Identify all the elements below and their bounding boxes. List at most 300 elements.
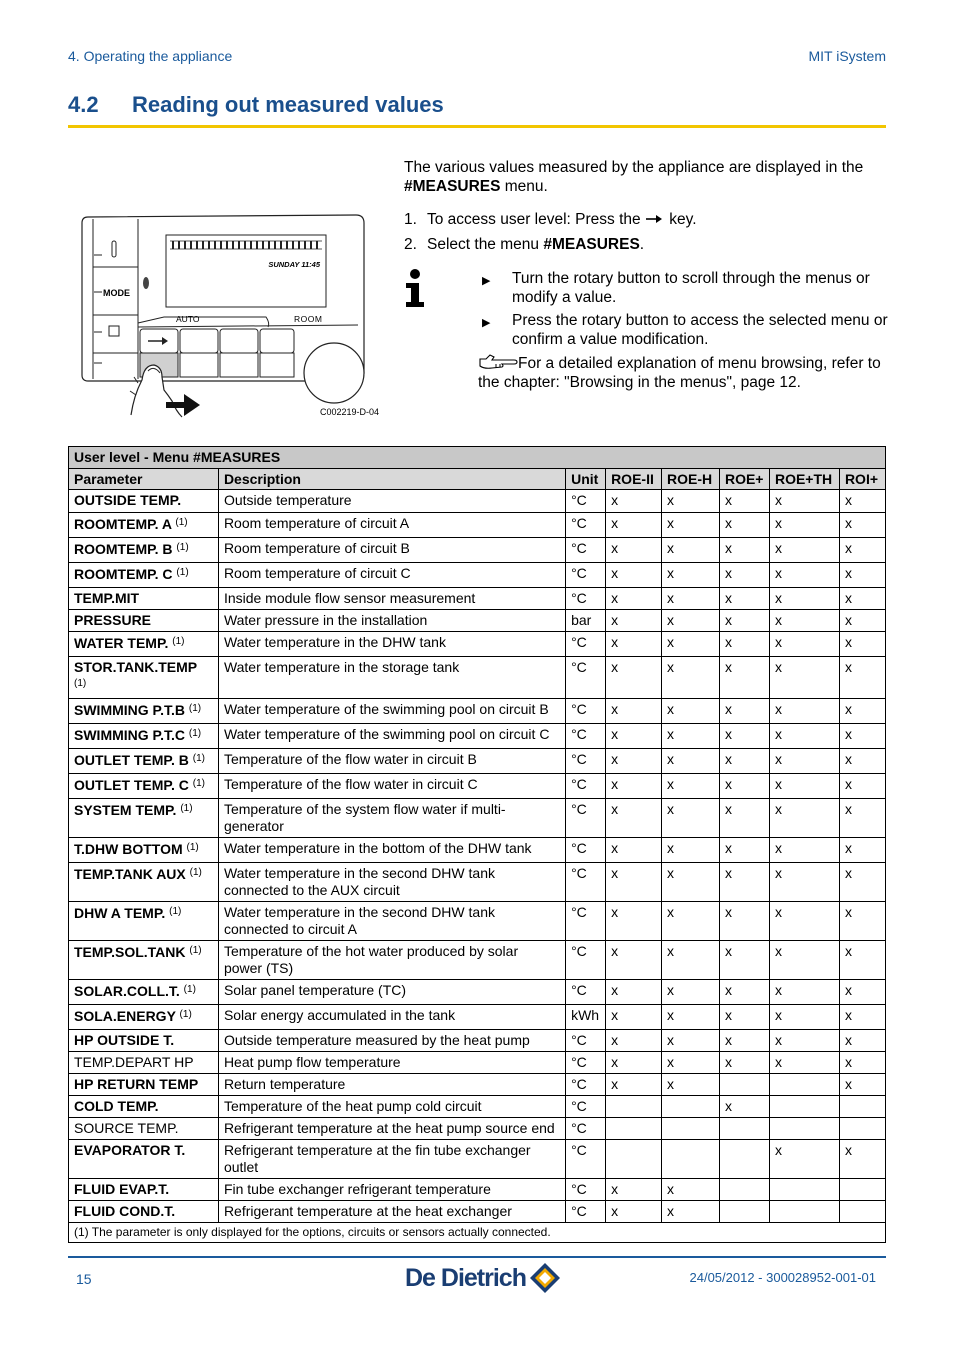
description-cell: Solar energy accumulated in the tank [218, 1005, 565, 1030]
parameter-name: SWIMMING P.T.B [74, 702, 185, 718]
table-footnote-row [69, 1223, 886, 1243]
availability-cell: x [662, 563, 720, 588]
availability-cell: x [662, 1074, 720, 1096]
bullet-text: Turn the rotary button to scroll through the menus or modify a value. [512, 270, 870, 306]
unit-cell: °C [566, 980, 606, 1005]
availability-cell [839, 1179, 885, 1201]
table-row [69, 610, 886, 632]
availability-cell: x [719, 657, 769, 699]
parameter-cell [69, 799, 219, 838]
step-number: 2. [404, 236, 417, 254]
availability-cell: x [769, 774, 839, 799]
table-section-row [69, 447, 886, 469]
table-row [69, 513, 886, 538]
step-text [427, 232, 644, 257]
table-row [69, 1118, 886, 1140]
availability-cell [606, 1118, 662, 1140]
availability-cell: x [606, 941, 662, 980]
parameter-name: COLD TEMP. [74, 1098, 159, 1114]
availability-cell: x [662, 1201, 720, 1223]
availability-cell: x [839, 1140, 885, 1179]
unit-cell: °C [566, 632, 606, 657]
unit-cell: °C [566, 657, 606, 699]
unit-cell: °C [566, 1201, 606, 1223]
table-row [69, 799, 886, 838]
availability-cell: x [662, 490, 720, 513]
table-row [69, 724, 886, 749]
description-cell: Room temperature of circuit C [218, 563, 565, 588]
display-auto: AUTO [176, 314, 200, 324]
availability-cell [719, 1179, 769, 1201]
parameter-cell [69, 1005, 219, 1030]
unit-cell: °C [566, 1118, 606, 1140]
description-cell: Water temperature in the second DHW tank connected to the AUX circuit [218, 863, 565, 902]
column-header: Parameter [69, 468, 219, 490]
description-cell: Fin tube exchanger refrigerant temperature [218, 1179, 565, 1201]
availability-cell: x [839, 774, 885, 799]
parameter-cell [69, 1030, 219, 1052]
availability-cell: x [769, 588, 839, 610]
table-row [69, 1030, 886, 1052]
header-chapter: 4. Operating the appliance [68, 48, 233, 64]
availability-cell: x [719, 632, 769, 657]
parameter-name: SWIMMING P.T.C [74, 727, 185, 743]
column-header: ROE-H [662, 468, 720, 490]
footnote-marker: (1) [189, 867, 202, 878]
footnote-marker: (1) [183, 984, 196, 995]
description-cell: Refrigerant temperature at the heat pump source end [218, 1118, 565, 1140]
parameter-cell [69, 513, 219, 538]
step-text [427, 207, 697, 232]
parameter-name: ROOMTEMP. C [74, 566, 173, 582]
availability-cell: x [662, 941, 720, 980]
availability-cell: x [839, 902, 885, 941]
section-number: 4.2 [68, 92, 99, 117]
availability-cell: x [606, 1030, 662, 1052]
availability-cell: x [662, 588, 720, 610]
parameter-name: TEMP.DEPART HP [74, 1054, 194, 1070]
display-time: SUNDAY 11:45 [268, 260, 320, 269]
availability-cell [662, 1118, 720, 1140]
unit-cell: °C [566, 1179, 606, 1201]
table-row [69, 538, 886, 563]
document-reference: 24/05/2012 - 300028952-001-01 [689, 1270, 876, 1285]
bullet-text: Press the rotary button to access the selected menu or confirm a value modification. [512, 312, 888, 348]
availability-cell: x [606, 538, 662, 563]
availability-cell: x [769, 610, 839, 632]
parameter-cell [69, 490, 219, 513]
step-menu-name: #MEASURES [543, 236, 640, 254]
unit-cell: °C [566, 838, 606, 863]
availability-cell: x [662, 699, 720, 724]
availability-cell: x [662, 1030, 720, 1052]
description-cell: Temperature of the hot water produced by solar power (TS) [218, 941, 565, 980]
availability-cell: x [769, 1030, 839, 1052]
availability-cell: x [719, 1096, 769, 1118]
parameter-name: T.DHW BOTTOM [74, 841, 183, 857]
availability-cell: x [769, 1140, 839, 1179]
availability-cell: x [606, 1179, 662, 1201]
description-cell: Solar panel temperature (TC) [218, 980, 565, 1005]
column-header: ROE-II [606, 468, 662, 490]
parameter-cell [69, 1052, 219, 1074]
unit-cell: °C [566, 563, 606, 588]
step-item [404, 232, 888, 257]
table-header-row [69, 468, 886, 490]
availability-cell: x [662, 749, 720, 774]
step-number: 1. [404, 211, 417, 228]
availability-cell: x [606, 1052, 662, 1074]
bullet-triangle-icon: ▶ [482, 317, 491, 329]
display-room: ROOM [294, 314, 323, 324]
info-icon [402, 268, 428, 308]
parameter-name: STOR.TANK.TEMP [74, 659, 198, 675]
description-cell: Return temperature [218, 1074, 565, 1096]
table-row [69, 941, 886, 980]
availability-cell: x [839, 980, 885, 1005]
table-row [69, 980, 886, 1005]
unit-cell: °C [566, 513, 606, 538]
unit-cell: °C [566, 1074, 606, 1096]
availability-cell: x [839, 1074, 885, 1096]
column-header: ROI+ [839, 468, 885, 490]
availability-cell: x [606, 980, 662, 1005]
unit-cell: °C [566, 799, 606, 838]
availability-cell: x [606, 563, 662, 588]
column-header: Unit [566, 468, 606, 490]
control-panel-drawing [76, 205, 406, 430]
parameter-cell [69, 941, 219, 980]
availability-cell [769, 1201, 839, 1223]
table-row [69, 1052, 886, 1074]
footnote-marker: (1) [179, 1009, 192, 1020]
parameter-name: HP OUTSIDE T. [74, 1032, 175, 1048]
availability-cell: x [719, 902, 769, 941]
availability-cell: x [719, 1005, 769, 1030]
availability-cell: x [769, 863, 839, 902]
availability-cell: x [769, 1052, 839, 1074]
column-header: Description [218, 468, 565, 490]
availability-cell: x [719, 513, 769, 538]
availability-cell: x [719, 1030, 769, 1052]
availability-cell: x [839, 1030, 885, 1052]
availability-cell: x [606, 1005, 662, 1030]
unit-cell: °C [566, 774, 606, 799]
bullet-item [478, 311, 888, 349]
description-cell: Temperature of the system flow water if multi-generator [218, 799, 565, 838]
availability-cell: x [606, 490, 662, 513]
table-row [69, 1140, 886, 1179]
availability-cell [839, 1096, 885, 1118]
availability-cell: x [769, 513, 839, 538]
availability-cell: x [839, 490, 885, 513]
control-panel-illustration [76, 205, 406, 430]
table-row [69, 863, 886, 902]
bullet-item [478, 269, 888, 307]
availability-cell: x [839, 1052, 885, 1074]
footnote-marker: (1) [189, 945, 202, 956]
availability-cell: x [606, 632, 662, 657]
description-cell: Water temperature of the swimming pool on circuit B [218, 699, 565, 724]
availability-cell: x [606, 774, 662, 799]
table-row [69, 749, 886, 774]
description-cell: Inside module flow sensor measurement [218, 588, 565, 610]
table-row [69, 1179, 886, 1201]
step-text-part: key. [664, 211, 697, 228]
table-row [69, 902, 886, 941]
unit-cell: °C [566, 749, 606, 774]
footnote-marker: (1) [172, 636, 185, 647]
availability-cell: x [719, 838, 769, 863]
parameter-cell [69, 724, 219, 749]
availability-cell: x [606, 699, 662, 724]
availability-cell: x [719, 1052, 769, 1074]
measures-table [68, 446, 886, 1243]
availability-cell: x [839, 610, 885, 632]
parameter-name: TEMP.TANK AUX [74, 866, 186, 882]
availability-cell: x [662, 657, 720, 699]
parameter-cell [69, 838, 219, 863]
availability-cell: x [839, 838, 885, 863]
step-item [404, 207, 888, 232]
availability-cell: x [662, 902, 720, 941]
parameter-name: SYSTEM TEMP. [74, 802, 177, 818]
pointing-hand-icon [478, 353, 518, 371]
parameter-name: WATER TEMP. [74, 635, 169, 651]
availability-cell [769, 1179, 839, 1201]
parameter-name: OUTSIDE TEMP. [74, 492, 182, 508]
availability-cell: x [839, 699, 885, 724]
availability-cell: x [662, 799, 720, 838]
unit-cell: °C [566, 902, 606, 941]
parameter-cell [69, 902, 219, 941]
availability-cell [606, 1140, 662, 1179]
parameter-cell [69, 588, 219, 610]
section-title: Reading out measured values [132, 92, 444, 117]
availability-cell: x [769, 538, 839, 563]
description-cell: Water temperature of the swimming pool on circuit C [218, 724, 565, 749]
unit-cell: °C [566, 1030, 606, 1052]
description-cell: Water temperature in the storage tank [218, 657, 565, 699]
availability-cell [719, 1201, 769, 1223]
availability-cell: x [662, 632, 720, 657]
figure-caption: C002219-D-04 [320, 407, 380, 417]
availability-cell [769, 1096, 839, 1118]
availability-cell: x [839, 749, 885, 774]
availability-cell: x [769, 980, 839, 1005]
availability-cell: x [606, 724, 662, 749]
description-cell: Heat pump flow temperature [218, 1052, 565, 1074]
availability-cell [662, 1140, 720, 1179]
availability-cell: x [606, 1074, 662, 1096]
note-text: For a detailed explanation of menu browsing, refer to the chapter: "Browsing in the menus", page 12. [478, 355, 881, 391]
availability-cell: x [769, 749, 839, 774]
availability-cell: x [839, 588, 885, 610]
availability-cell: x [839, 657, 885, 699]
availability-cell: x [769, 657, 839, 699]
availability-cell: x [662, 724, 720, 749]
table-row [69, 490, 886, 513]
parameter-name: TEMP.MIT [74, 590, 140, 606]
availability-cell: x [606, 1201, 662, 1223]
availability-cell: x [839, 799, 885, 838]
availability-cell: x [606, 902, 662, 941]
availability-cell: x [719, 699, 769, 724]
availability-cell: x [606, 588, 662, 610]
availability-cell: x [769, 902, 839, 941]
description-cell: Water temperature in the DHW tank [218, 632, 565, 657]
unit-cell: °C [566, 941, 606, 980]
section-heading [68, 88, 886, 128]
footnote-marker: (1) [169, 906, 182, 917]
parameter-cell [69, 610, 219, 632]
steps-list [404, 207, 888, 257]
parameter-cell [69, 1118, 219, 1140]
unit-cell: °C [566, 724, 606, 749]
availability-cell: x [839, 863, 885, 902]
step-text-part: . [639, 236, 645, 254]
parameter-name: EVAPORATOR T. [74, 1142, 186, 1158]
availability-cell [769, 1074, 839, 1096]
availability-cell: x [662, 610, 720, 632]
arrow-key-icon [645, 207, 665, 232]
unit-cell: °C [566, 490, 606, 513]
table-section-title: User level - Menu #MEASURES [69, 447, 886, 469]
parameter-cell [69, 980, 219, 1005]
parameter-cell [69, 563, 219, 588]
footnote-marker: (1) [176, 567, 189, 578]
mode-key-label: MODE [103, 288, 130, 298]
availability-cell [606, 1096, 662, 1118]
footer-rule [68, 1256, 886, 1258]
availability-cell: x [769, 563, 839, 588]
availability-cell: x [839, 513, 885, 538]
availability-cell: x [719, 774, 769, 799]
availability-cell: x [719, 538, 769, 563]
table-row [69, 1096, 886, 1118]
availability-cell: x [769, 724, 839, 749]
unit-cell: °C [566, 1052, 606, 1074]
table-row [69, 657, 886, 699]
availability-cell [662, 1096, 720, 1118]
availability-cell: x [719, 980, 769, 1005]
step-text-part: Select the menu [427, 236, 544, 254]
table-row [69, 588, 886, 610]
availability-cell: x [769, 699, 839, 724]
footnote-marker: (1) [186, 842, 199, 853]
footnote-marker: (1) [74, 677, 87, 689]
parameter-name: OUTLET TEMP. C [74, 777, 189, 793]
availability-cell: x [662, 980, 720, 1005]
brand-name: De Dietrich [405, 1263, 526, 1292]
availability-cell [719, 1118, 769, 1140]
footnote-marker: (1) [188, 703, 202, 714]
availability-cell: x [719, 799, 769, 838]
parameter-name: DHW A TEMP. [74, 905, 166, 921]
footnote-marker: (1) [180, 803, 193, 814]
unit-cell: kWh [566, 1005, 606, 1030]
description-cell: Water pressure in the installation [218, 610, 565, 632]
parameter-cell [69, 1179, 219, 1201]
unit-cell: °C [566, 863, 606, 902]
availability-cell: x [662, 838, 720, 863]
column-header: ROE+ [719, 468, 769, 490]
parameter-cell [69, 1074, 219, 1096]
description-cell: Temperature of the heat pump cold circuit [218, 1096, 565, 1118]
footnote-marker: (1) [188, 728, 202, 739]
parameter-cell [69, 1096, 219, 1118]
availability-cell: x [769, 490, 839, 513]
description-cell: Room temperature of circuit B [218, 538, 565, 563]
availability-cell: x [839, 1005, 885, 1030]
availability-cell: x [839, 724, 885, 749]
availability-cell: x [606, 513, 662, 538]
parameter-name: ROOMTEMP. B [74, 541, 173, 557]
parameter-name: HP RETURN TEMP [74, 1076, 199, 1092]
parameter-name: ROOMTEMP. A [74, 516, 172, 532]
table-footnote: (1) The parameter is only displayed for the options, circuits or sensors actually connected. [69, 1223, 886, 1243]
bullet-triangle-icon: ▶ [482, 275, 491, 287]
parameter-cell [69, 1140, 219, 1179]
description-cell: Refrigerant temperature at the heat exchanger [218, 1201, 565, 1223]
footnote-marker: (1) [176, 542, 189, 553]
description-cell: Temperature of the flow water in circuit B [218, 749, 565, 774]
availability-cell: x [662, 774, 720, 799]
availability-cell: x [719, 588, 769, 610]
availability-cell: x [606, 610, 662, 632]
availability-cell: x [769, 799, 839, 838]
table-row [69, 563, 886, 588]
availability-cell: x [719, 610, 769, 632]
availability-cell: x [662, 538, 720, 563]
step-text-part: To access user level: Press the [427, 211, 645, 228]
unit-cell: °C [566, 588, 606, 610]
availability-cell [719, 1074, 769, 1096]
availability-cell: x [606, 838, 662, 863]
parameter-cell [69, 863, 219, 902]
parameter-cell [69, 538, 219, 563]
availability-cell: x [769, 941, 839, 980]
description-cell: Room temperature of circuit A [218, 513, 565, 538]
table-row [69, 1074, 886, 1096]
parameter-name: FLUID COND.T. [74, 1203, 176, 1219]
table-row [69, 632, 886, 657]
parameter-name: SOURCE TEMP. [74, 1120, 179, 1136]
column-header: ROE+TH [769, 468, 839, 490]
parameter-name: SOLA.ENERGY [74, 1008, 176, 1024]
parameter-name: FLUID EVAP.T. [74, 1181, 170, 1197]
parameter-cell [69, 774, 219, 799]
intro-text: The various values measured by the appliance are displayed in the [404, 159, 864, 176]
availability-cell: x [719, 724, 769, 749]
availability-cell: x [606, 799, 662, 838]
parameter-cell [69, 657, 219, 699]
description-cell: Refrigerant temperature at the fin tube exchanger outlet [218, 1140, 565, 1179]
availability-cell [769, 1118, 839, 1140]
availability-cell: x [769, 1005, 839, 1030]
availability-cell: x [839, 538, 885, 563]
table-row [69, 838, 886, 863]
reference-note [478, 353, 888, 392]
availability-cell: x [719, 941, 769, 980]
unit-cell: °C [566, 538, 606, 563]
availability-cell: x [769, 838, 839, 863]
brand-logo [405, 1261, 562, 1295]
description-cell: Water temperature in the bottom of the DHW tank [218, 838, 565, 863]
footnote-marker: (1) [192, 753, 205, 764]
availability-cell: x [719, 863, 769, 902]
availability-cell: x [719, 490, 769, 513]
